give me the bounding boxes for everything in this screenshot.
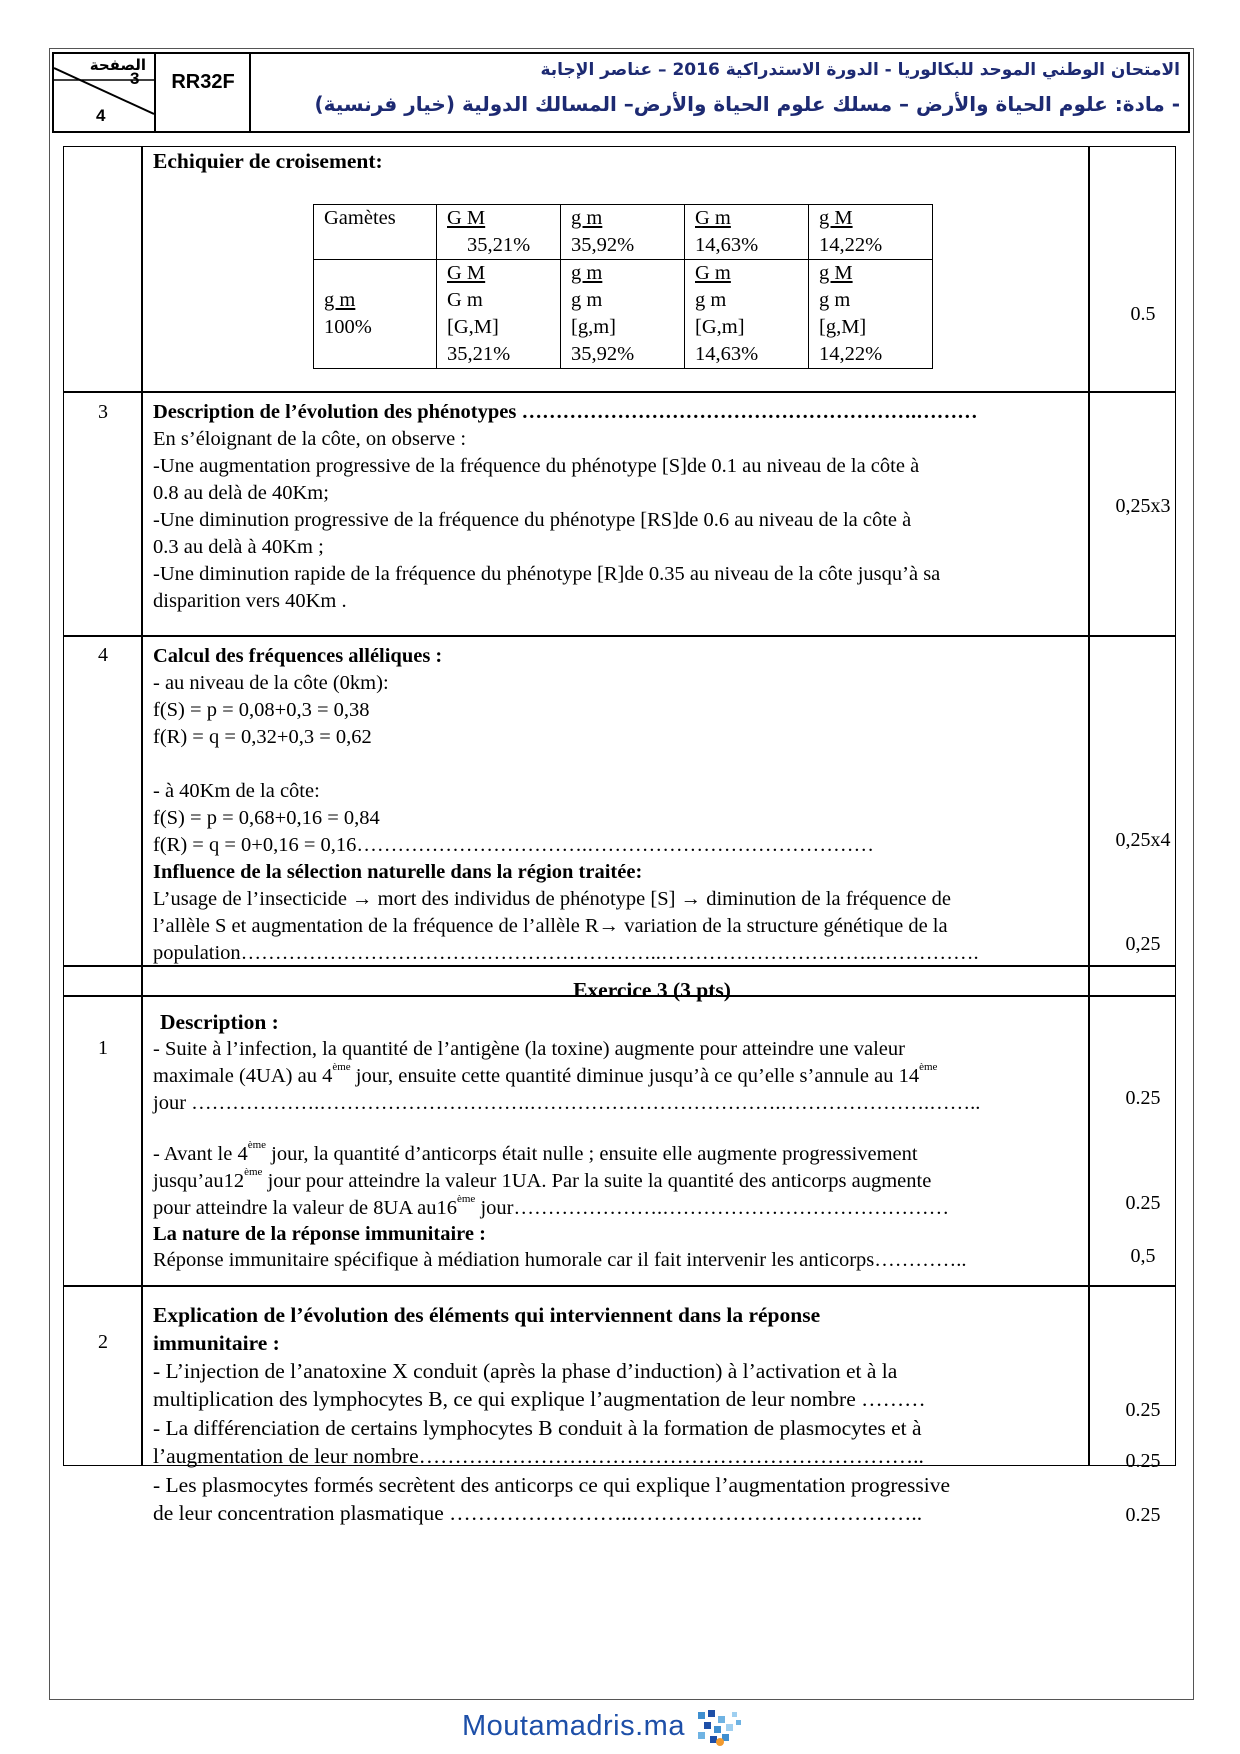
ex3-q1-line [153,1063,937,1090]
genotype-bottom: g m [571,289,603,311]
genotype-top: G m [695,262,731,284]
q3-line: -Une diminution progressive de la fréquence du phénotype [RS]de 0.6 au niveau de la côte à [153,509,912,531]
exam-header [52,52,1190,133]
parent-gamete-cell [314,260,437,369]
ex3-q2-line: multiplication des lymphocytes B, ce qui explique l’augmentation de leur nombre ……… [153,1387,926,1411]
text-segment: jour pour atteindre la valeur 1UA. Par la suite la quantité des anticorps augmente [262,1170,932,1192]
q4-coast-label: - au niveau de la côte (0km): [153,672,389,694]
corner-cell [314,205,437,260]
text-segment: jour………………….…………………………………… [475,1197,950,1219]
superscript: ème [456,1193,476,1205]
question-number: 1 [98,1037,108,1059]
offspring-cell [809,260,933,369]
q4-formula: f(S) = p = 0,68+0,16 = 0,84 [153,807,380,829]
score-ex3-q2: 0.25 [1125,1450,1161,1472]
logo-text: Moutamadris.ma [462,1710,685,1742]
gamete-header-row [314,205,933,260]
ex3-q2-line: de leur concentration plasmatique ……………………..………………………………….. [153,1501,923,1525]
q3-line: En s’éloignant de la côte, on observe : [153,428,467,450]
gamete: G M [447,207,486,229]
score-ex3-q1: 0.25 [1125,1192,1161,1214]
phenotype: [g,m] [571,316,616,338]
ex3-q1-line [153,1195,949,1222]
phenotype: [g,M] [819,316,867,338]
page-current: 3 [130,69,140,88]
gamete: g M [819,207,853,229]
q3-line: 0.3 au delà à 40Km ; [153,536,324,558]
row-divider [64,635,1175,637]
score-q4-influence: 0,25 [1125,933,1161,955]
question-number: 2 [98,1331,108,1353]
gamete-freq: 35,92% [571,234,635,256]
row-divider [64,1285,1175,1287]
genotype-bottom: g m [695,289,727,311]
parent-freq: 100% [324,316,372,338]
text-segment: jour, la quantité d’anticorps était nulle ; ensuite elle augmente progressivement [266,1143,918,1165]
text-segment: - Avant le 4 [153,1143,248,1165]
parent-gamete: g m [324,289,356,311]
offspring-cell [561,260,685,369]
ex3-q1-title: Description : [160,1010,279,1034]
q3-line: disparition vers 40Km . [153,590,347,612]
corner-label: Gamètes [324,207,396,229]
q4-influence-line: population……………………………………………………..………………………….……………. [153,942,979,964]
q4-formula: f(R) = q = 0,32+0,3 = 0,62 [153,726,372,748]
ex3-q1-nature-title: La nature de la réponse immunitaire : [153,1223,486,1245]
score-q4-freq: 0,25x4 [1115,829,1171,851]
q3-line: 0.8 au delà de 40Km; [153,482,329,504]
phenotype-freq: 14,63% [695,343,759,365]
ex3-q1-line: - Suite à l’infection, la quantité de l’antigène (la toxine) augmente pour atteindre une valeur [153,1038,905,1060]
col-divider-number [141,147,143,1465]
offspring-cell [437,260,561,369]
offspring-row [314,260,933,369]
genotype-top: g m [571,262,603,284]
logo-pixel-icon [694,1708,784,1748]
echiquier-title: Echiquier de croisement: [153,149,383,173]
q3-line: -Une diminution rapide de la fréquence du phénotype [R]de 0.35 au niveau de la côte jusqu’à sa [153,563,941,585]
page-number-box [54,54,156,131]
score-ex3-q1: 0,5 [1130,1245,1156,1267]
score-ex3-q1: 0.25 [1125,1087,1161,1109]
gamete-freq: 14,63% [695,234,759,256]
ex3-q1-line [153,1168,931,1195]
crossing-grid [313,204,933,369]
question-number: 4 [98,644,108,666]
superscript: ème [919,1061,938,1073]
ex3-q2-line: l’augmentation de leur nombre…………………………………………………………….. [153,1444,924,1468]
q4-influence-title: Influence de la sélection naturelle dans la région traitée: [153,861,643,883]
score-q3: 0,25x3 [1115,495,1171,517]
phenotype-freq: 14,22% [819,343,883,365]
q4-influence-line: L’usage de l’insecticide → mort des individus de phénotype [S] → diminution de la fréquence de [153,888,951,910]
site-logo[interactable] [462,1708,782,1748]
text-segment: jusqu’au12 [153,1170,245,1192]
phenotype: [G,m] [695,316,745,338]
gamete-freq: 14,22% [819,234,883,256]
score-echiquier: 0.5 [1130,303,1156,325]
gamete: g m [571,207,603,229]
text-segment: pour atteindre la valeur de 8UA au16 [153,1197,457,1219]
ex3-q2-line: - La différenciation de certains lymphocytes B conduit à la formation de plasmocytes et à [153,1416,922,1440]
gamete-cell [561,205,685,260]
ex3-q2-line: - L’injection de l’anatoxine X conduit (après la phase d’induction) à l’activation et à la [153,1359,898,1383]
exam-title-line2: - مادة: علوم الحياة والأرض – مسلك علوم الحياة والأرض– المسالك الدولية (خيار فرنسية) [314,92,1180,116]
page-total: 4 [96,106,106,125]
q4-formula: f(S) = p = 0,08+0,3 = 0,38 [153,699,370,721]
q3-line: -Une augmentation progressive de la fréquence du phénotype [S]de 0.1 au niveau de la côte à [153,455,920,477]
phenotype-freq: 35,92% [571,343,635,365]
score-ex3-q2: 0.25 [1125,1399,1161,1421]
phenotype: [G,M] [447,316,499,338]
q4-influence-line: l’allèle S et augmentation de la fréquence de l’allèle R→ variation de la structure génétique de la [153,915,948,937]
q3-title: Description de l’évolution des phénotypes ………………………………………………….……… [153,401,978,423]
ex3-q2-title: immunitaire : [153,1331,280,1355]
score-ex3-q2: 0.25 [1125,1504,1161,1526]
exam-title [252,54,1180,131]
genotype-top: G M [447,262,486,284]
q4-title: Calcul des fréquences alléliques : [153,645,443,667]
ex3-q1-line [153,1141,918,1168]
ex3-q2-title: Explication de l’évolution des éléments qui interviennent dans la réponse [153,1303,821,1327]
exam-title-line1: الامتحان الوطني الموحد للبكالوريا - الدورة الاستدراكية 2016 – عناصر الإجابة [540,60,1180,80]
gamete: G m [695,207,731,229]
text-segment: jour, ensuite cette quantité diminue jusqu’à ce qu’elle s’annule au 14 [350,1065,920,1087]
superscript: ème [332,1061,351,1073]
phenotype-freq: 35,21% [447,343,511,365]
page-label: الصفحة [89,56,146,74]
offspring-cell [685,260,809,369]
q4-formula: f(R) = q = 0+0,16 = 0,16…………………………….…………………………………… [153,834,875,856]
exam-code: RR32F [157,54,251,131]
gamete-freq: 35,21% [467,234,531,256]
text-segment: maximale (4UA) au 4 [153,1065,333,1087]
gamete-cell [437,205,561,260]
genotype-bottom: g m [819,289,851,311]
genotype-bottom: G m [447,289,483,311]
genotype-top: g M [819,262,853,284]
superscript: ème [247,1139,267,1151]
ex3-q1-nature-line: Réponse immunitaire spécifique à médiation humorale car il fait intervenir les anticorps………….. [153,1249,967,1271]
question-number: 3 [98,401,108,423]
q4-far-label: - à 40Km de la côte: [153,780,320,802]
ex3-q1-line: jour ……………….………………………….……………………………….………………….…….. [153,1092,981,1114]
ex3-q2-line: - Les plasmocytes formés secrètent des anticorps ce qui explique l’augmentation progressive [153,1473,951,1497]
col-divider-score [1088,147,1090,1465]
row-divider [64,391,1175,393]
gamete-cell [685,205,809,260]
superscript: ème [244,1166,263,1178]
exercise-heading: Exercice 3 (3 pts) [573,978,731,1002]
gamete-cell [809,205,933,260]
